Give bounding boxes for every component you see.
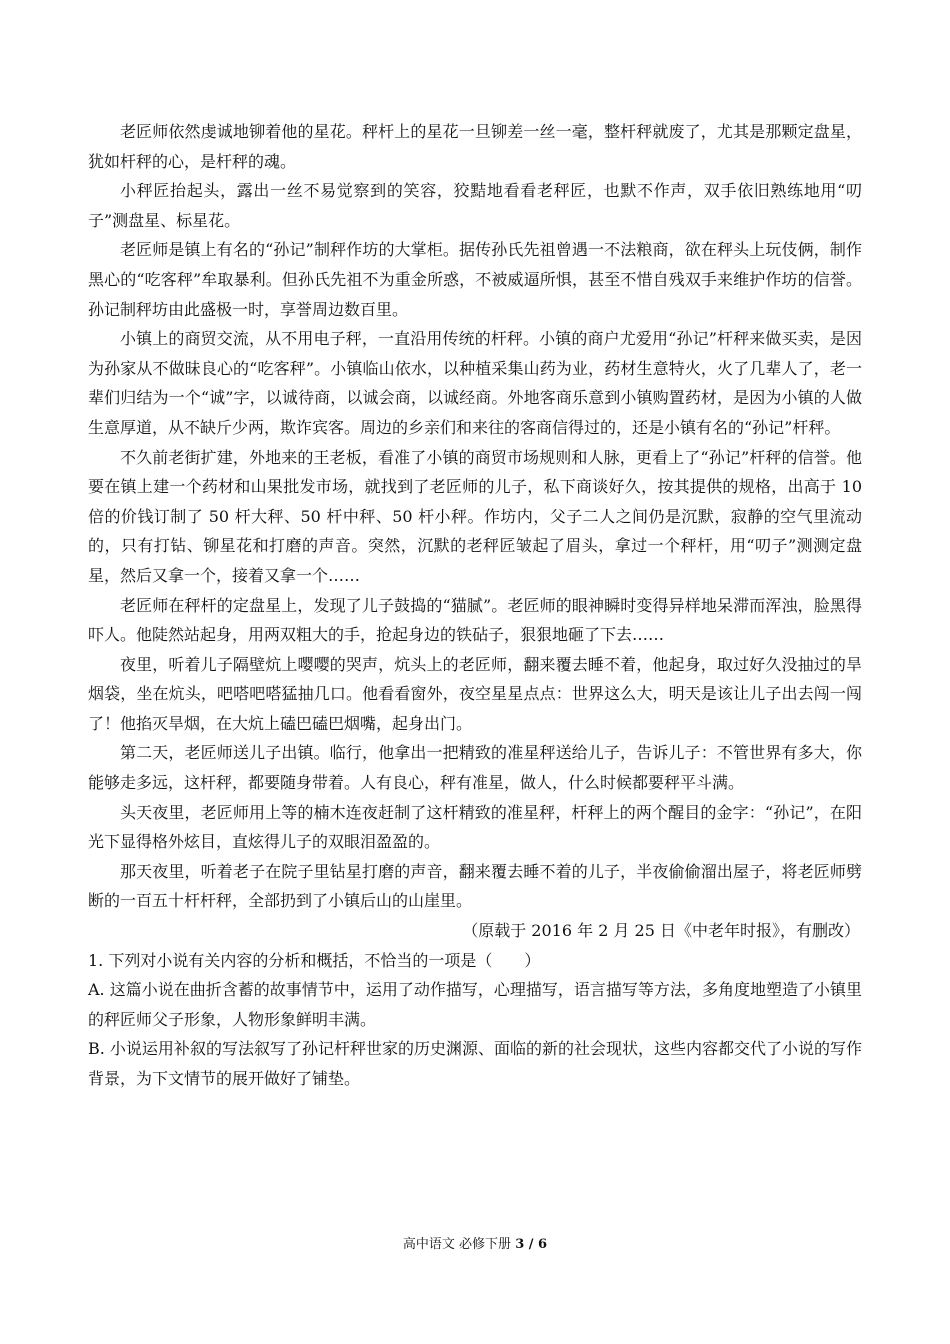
story-paragraph-5: 不久前老街扩建，外地来的王老板，看准了小镇的商贸市场规则和人脉，更看上了“孙记”杆秤的信誉。他要在镇上建一个药材和山果批发市场，就找到了老匠师的儿子，私下商谈好久，按其提供的规格，出高于 10 倍的价钱订制了 50 杆大秤、50 杆中秤、50 杆小秤。作坊内，父子二人之间仍是沉默，寂静的空气里流动的，只有打钻、铆星花和打磨的声音。突然，沉默的老秤匠皱起了眉头，拿过一个秤杆，用“叨子”测测定盘星，然后又拿一个，接着又拿一个…… [88, 447, 862, 585]
page-footer [0, 1236, 950, 1254]
story-paragraph-10: 那天夜里，听着老子在院子里钻星打磨的声音，翻来覆去睡不着的儿子，半夜偷偷溜出屋子，将老匠师劈断的一百五十杆杆秤，全部扔到了小镇后山的山崖里。 [88, 861, 862, 911]
story-paragraph-7: 夜里，听着儿子隔壁炕上嘤嘤的哭声，炕头上的老匠师，翻来覆去睡不着，他起身，取过好久没抽过的旱烟袋，坐在炕头，吧嗒吧嗒猛抽几口。他看看窗外，夜空星星点点：世界这么大，明天是该让儿子出去闯一闯了！他掐灭旱烟，在大炕上磕巴磕巴烟嘴，起身出门。 [88, 654, 862, 733]
story-paragraph-1: 老匠师依然虔诚地铆着他的星花。秤杆上的星花一旦铆差一丝一毫，整杆秤就废了，尤其是那颗定盘星，犹如杆秤的心，是杆秤的魂。 [88, 122, 862, 171]
page-number: 3 / 6 [515, 1237, 548, 1252]
footer-subject: 高中语文 必修下册 [402, 1237, 512, 1252]
page-content [88, 117, 862, 1094]
source-citation: （原载于 2016 年 2 月 25 日《中老年时报》，有删改） [462, 921, 860, 941]
question-option-b: B. 小说运用补叙的写法叙写了孙记杆秤世家的历史渊源、面临的新的社会现状，这些内容都交代了小说的写作背景，为下文情节的展开做好了铺垫。 [88, 1039, 862, 1088]
question-option-a: A. 这篇小说在曲折含蓄的故事情节中，运用了动作描写，心理描写，语言描写等方法，多角度地塑造了小镇里的秤匠师父子形象，人物形象鲜明丰满。 [88, 980, 862, 1029]
story-paragraph-2: 小秤匠抬起头，露出一丝不易觉察到的笑容，狡黠地看看老秤匠，也默不作声，双手依旧熟练地用“叨子”测盘星、标星花。 [88, 181, 862, 230]
story-paragraph-4: 小镇上的商贸交流，从不用电子秤，一直沿用传统的杆秤。小镇的商户尤爱用“孙记”杆秤来做买卖，是因为孙家从不做昧良心的“吃客秤”。小镇临山依水，以种植采集山药为业，药材生意特火，火了几辈人了，老一辈们归结为一个“诚”字，以诚待商，以诚会商，以诚经商。外地客商乐意到小镇购置药材，是因为小镇的人做生意厚道，从不缺斤少两，欺诈宾客。周边的乡亲们和来往的客商信得过的，还是小镇有名的“孙记”杆秤。 [88, 329, 862, 437]
question-stem: 1. 下列对小说有关内容的分析和概括，不恰当的一项是（ ） [88, 950, 541, 970]
story-paragraph-3: 老匠师是镇上有名的“孙记”制秤作坊的大掌柜。据传孙氏先祖曾遇一不法粮商，欲在秤头上玩伎俩，制作黑心的“吃客秤”牟取暴利。但孙氏先祖不为重金所惑，不被威逼所惧，甚至不惜自残双手来维护作坊的信誉。孙记制秤坊由此盛极一时，享誉周边数百里。 [88, 240, 862, 319]
story-paragraph-6: 老匠师在秤杆的定盘星上，发现了儿子鼓捣的“猫腻”。老匠师的眼神瞬时变得异样地呆滞而浑浊，脸黑得吓人。他陡然站起身，用两双粗大的手，抢起身边的铁砧子，狠狠地砸了下去…… [88, 595, 862, 645]
story-paragraph-9: 头天夜里，老匠师用上等的楠木连夜赶制了这杆精致的准星秤，杆秤上的两个醒目的金字：“孙记”，在阳光下显得格外炫目，直炫得儿子的双眼泪盈盈的。 [88, 802, 862, 852]
story-paragraph-8: 第二天，老匠师送儿子出镇。临行，他拿出一把精致的准星秤送给儿子，告诉儿子：不管世界有多大，你能够走多远，这杆秤，都要随身带着。人有良心，秤有准星，做人，什么时候都要秤平斗满。 [88, 743, 862, 793]
